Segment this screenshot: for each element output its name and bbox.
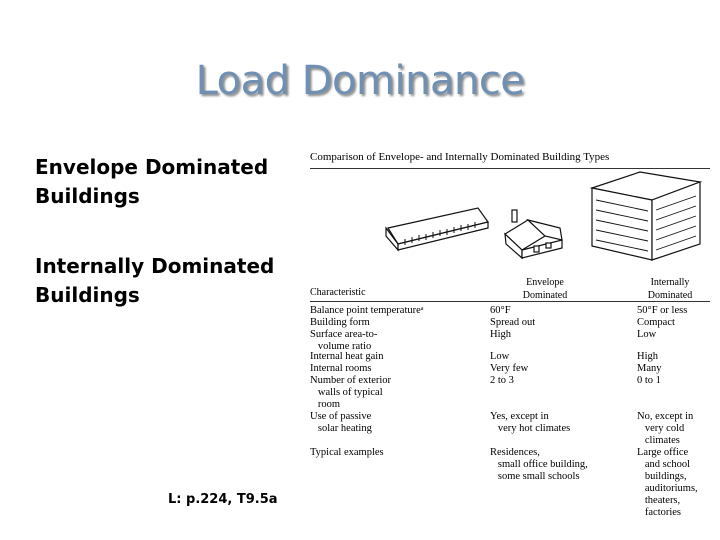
envelope-cell: Very few	[490, 363, 529, 374]
characteristic-cell: Internal rooms	[310, 363, 372, 374]
characteristic-cell: Balance point temperatureᵃ	[310, 305, 424, 316]
header-rule	[310, 301, 710, 302]
bullet-internal: Internally Dominated Buildings	[35, 254, 275, 307]
header-characteristic: Characteristic	[310, 287, 366, 298]
bullet-list	[35, 153, 300, 351]
envelope-cell: Spread out	[490, 317, 536, 328]
characteristic-cell: Typical examples	[310, 447, 384, 458]
envelope-cell: 2 to 3	[490, 375, 514, 386]
envelope-cell: Yes, except in very hot climates	[490, 411, 571, 434]
building-illustrations	[300, 140, 720, 270]
internal-cell: No, except in very cold climates	[637, 411, 694, 446]
header-envelope: Envelope Dominated	[522, 277, 568, 301]
envelope-cell: Low	[490, 351, 510, 362]
house-icon	[505, 210, 562, 258]
characteristic-cell: Use of passive solar heating	[310, 411, 372, 434]
internal-cell: Compact	[637, 317, 675, 328]
table-title: Comparison of Envelope- and Internally Dominated Building Types	[310, 151, 610, 163]
characteristic-cell: Surface area-to- volume ratio	[310, 329, 378, 352]
internal-cell: 50°F or less	[637, 305, 688, 316]
internal-cell: 0 to 1	[637, 375, 661, 386]
envelope-cell: High	[490, 329, 511, 340]
internal-cell: High	[637, 351, 658, 362]
low-building-icon	[386, 208, 488, 250]
internal-cell: Many	[637, 363, 662, 374]
internal-cell: Large office and school buildings, auditoriums, theaters, factories	[637, 447, 698, 518]
tall-building-icon	[592, 172, 700, 260]
reference-note: L: p.224, T9.5a	[168, 492, 278, 507]
characteristic-cell: Internal heat gain	[310, 351, 384, 362]
header-internal: Internally Dominated	[647, 277, 693, 301]
characteristic-cell: Number of exterior walls of typical room	[310, 375, 392, 410]
envelope-cell: 60°F	[490, 305, 511, 316]
internal-cell: Low	[637, 329, 657, 340]
characteristic-cell: Building form	[310, 317, 370, 328]
slide-title: Load Dominance	[195, 58, 525, 104]
table-figure	[300, 140, 720, 540]
bullet-envelope: Envelope Dominated Buildings	[35, 155, 269, 208]
envelope-cell: Residences, small office building, some small schools	[490, 447, 588, 482]
